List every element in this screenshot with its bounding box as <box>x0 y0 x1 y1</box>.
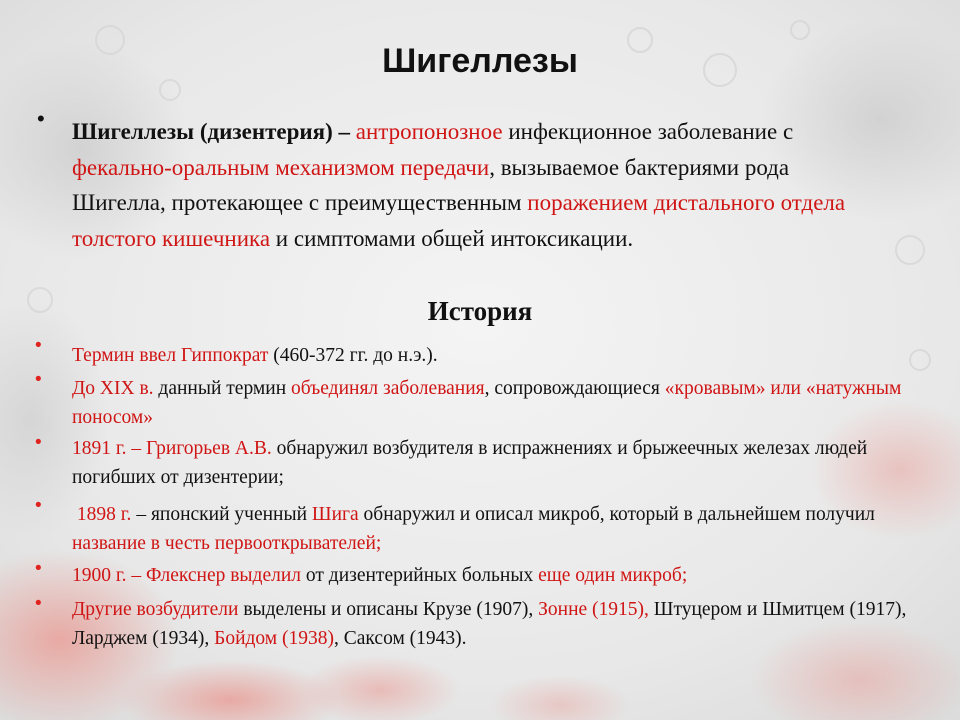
history-3-red: 1891 г. – Григорьев А.В. <box>72 438 272 459</box>
red-bullet-dot-icon: • <box>35 369 42 390</box>
history-6-red-3: Бойдом (1938) <box>214 628 335 649</box>
history-4-red-3: название в честь первооткрывателей; <box>72 533 382 554</box>
history-4-text-2: обнаружил и описал микроб, который в дальнейшем получил <box>358 504 875 525</box>
history-item-1 <box>72 341 907 370</box>
red-bullet-dot-icon: • <box>35 335 42 356</box>
history-1-text: (460-372 гг. до н.э.). <box>268 345 438 366</box>
history-5-text-1: от дизентерийных больных <box>301 565 539 586</box>
history-item-4 <box>72 500 907 558</box>
intro-term: Шигеллезы (дизентерия) <box>72 119 333 144</box>
history-2-red-1: До XIX в. <box>72 378 154 399</box>
bullet-dot-icon: • <box>37 106 45 131</box>
history-1-red: Термин ввел Гиппократ <box>72 345 269 366</box>
intro-text-2: , вызываемое бактериями рода Шигелла, протекающее с преимущественным <box>72 154 790 215</box>
slide-title: Шигеллезы <box>382 42 578 80</box>
history-6-text-3: , Саксом (1943). <box>334 628 467 649</box>
history-4-text-1: – японский ученный <box>131 504 312 525</box>
history-2-text-2: , сопровождающиеся <box>484 378 665 399</box>
intro-paragraph <box>72 114 862 256</box>
history-4-red-2: Шига <box>311 504 359 525</box>
history-item-5 <box>72 561 907 590</box>
history-item-2 <box>72 374 907 432</box>
history-item-3 <box>72 434 907 492</box>
history-6-red-1: Другие возбудители <box>72 599 239 620</box>
history-6-text-2: Штуцером и Шмитцем (1917), Ларджем (1934), <box>72 599 907 649</box>
history-4-red-1: 1898 г. <box>76 504 132 525</box>
intro-dash: – <box>332 119 356 144</box>
intro-text-1: инфекционное заболевание с <box>502 119 794 144</box>
history-3-text: обнаружил возбудителя в испражнениях и брыжеечных железах людей погибших от дизентерии; <box>72 438 868 488</box>
history-item-6 <box>72 595 907 653</box>
history-2-red-2: объединял заболевания <box>291 378 485 399</box>
history-5-red-2: еще один микроб; <box>538 565 688 586</box>
red-bullet-dot-icon: • <box>35 495 42 516</box>
red-bullet-dot-icon: • <box>35 432 42 453</box>
history-5-red-1: 1900 г. – Флекснер выделил <box>72 565 302 586</box>
intro-red-3: поражением дистального отдела толстого кишечника <box>72 190 846 251</box>
intro-red-1: антропонозное <box>355 119 503 144</box>
intro-red-2: фекально-оральным механизмом передачи <box>72 154 490 180</box>
red-bullet-dot-icon: • <box>35 558 42 579</box>
intro-text-3: и симптомами общей интоксикации. <box>270 225 634 251</box>
history-6-red-2: Зонне (1915), <box>538 599 649 620</box>
history-2-red-3: «кровавым» или «натужным поносом» <box>72 378 902 428</box>
history-heading: История <box>427 296 533 326</box>
history-6-text-1: выделены и описаны Крузе (1907), <box>238 599 539 620</box>
history-2-text-1: данный термин <box>153 378 291 399</box>
red-bullet-dot-icon: • <box>35 593 42 614</box>
